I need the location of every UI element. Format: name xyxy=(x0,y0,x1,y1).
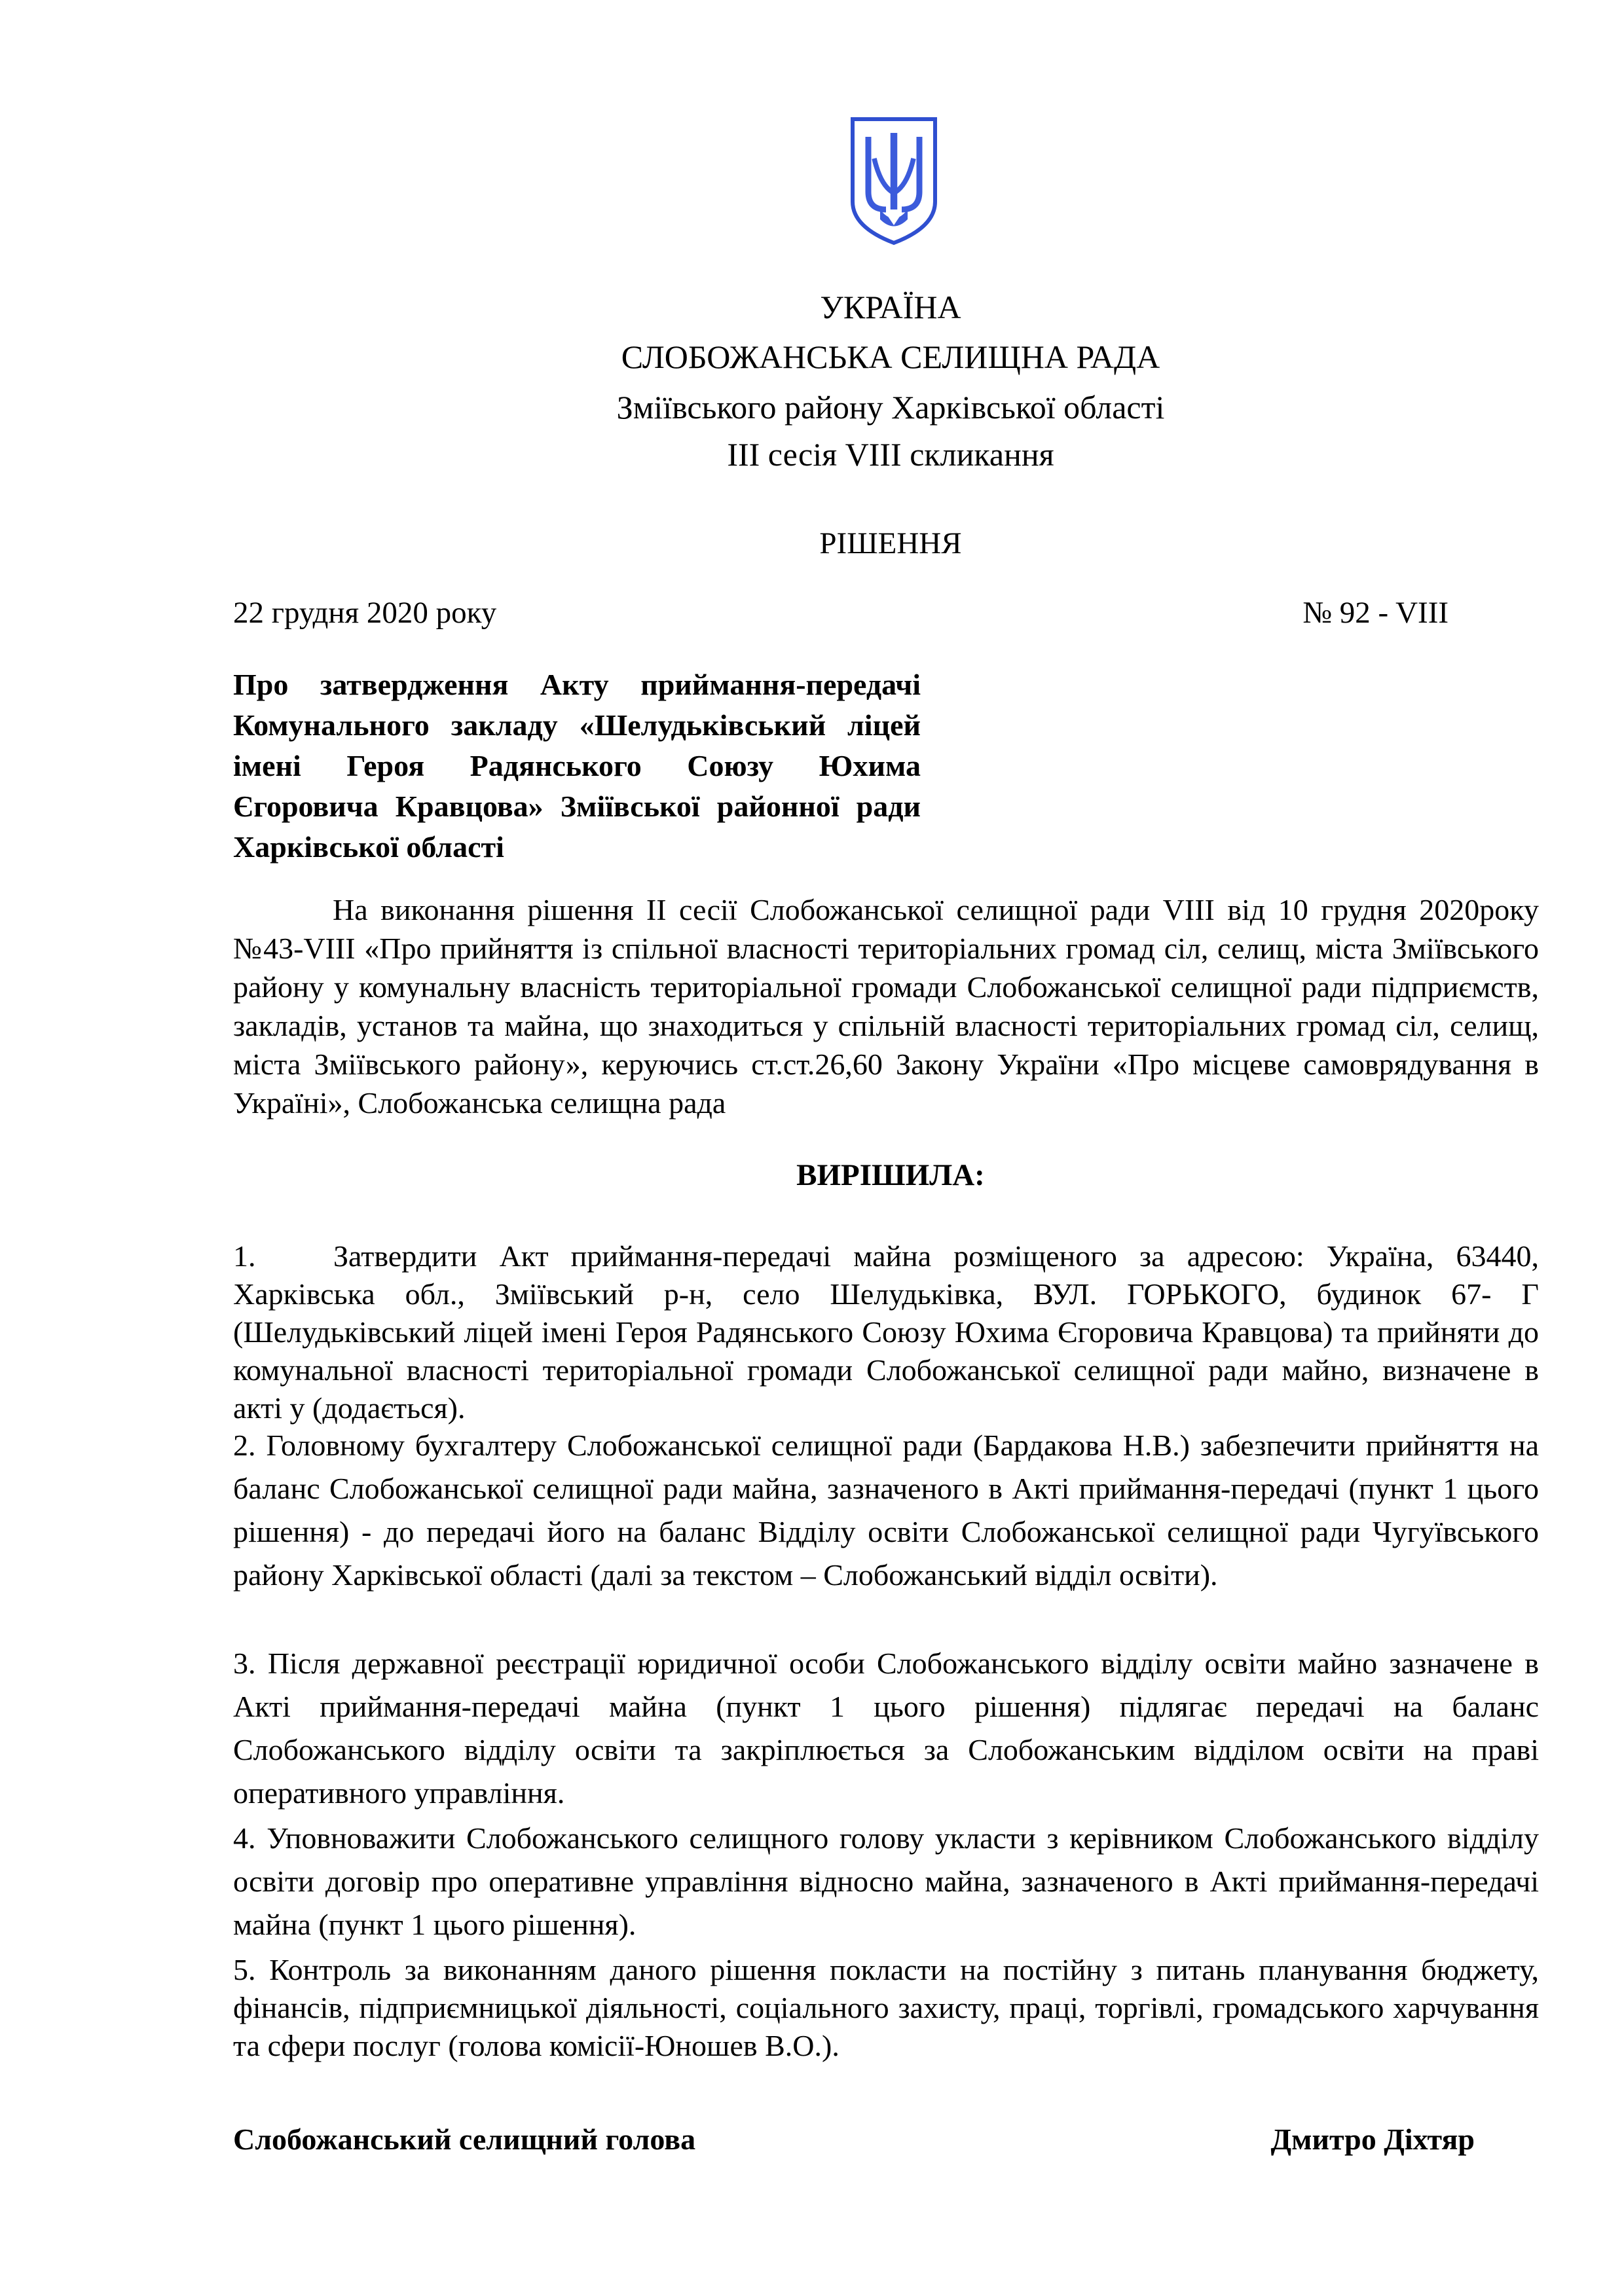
item-text: Уповноважити Слобожанського селищного голову укласти з керівником Слобожанського відділу освіти договір про оперативне управління відносно майна, зазначеного в Акті приймання-передачі майна (пункт 1 цього рішення). xyxy=(233,1821,1540,1941)
resolved-heading: ВИРІШИЛА: xyxy=(796,1158,985,1192)
list-item xyxy=(233,1237,1539,1427)
item-number: 2. xyxy=(233,1429,256,1462)
list-item xyxy=(233,1817,1539,1946)
region-heading: Зміївського району Харківської області xyxy=(616,389,1165,426)
item-number: 1. xyxy=(233,1239,256,1273)
item-text: Головному бухгалтеру Слобожанської селищної ради (Бардакова Н.В.) забезпечити прийняття на баланс Слобожанської селищної ради майна, зазначеного в Акті приймання-передачі (пункт 1 цього рішення) - до передачі його на баланс Відділу освіти Слобожанської селищної ради Чугуївського району Харківської області (далі за текстом – Слобожанський відділ освіти). xyxy=(233,1429,1540,1592)
country-heading: УКРАЇНА xyxy=(820,289,961,325)
document-date: 22 грудня 2020 року xyxy=(233,596,497,630)
item-number: 3. xyxy=(233,1647,256,1680)
document-number: № 92 - VIII xyxy=(1302,596,1449,630)
signatory-position: Слобожанський селищний голова xyxy=(233,2123,696,2156)
list-item xyxy=(233,1642,1539,1815)
item-number: 5. xyxy=(233,1953,256,1986)
signatory-name: Дмитро Діхтяр xyxy=(1270,2123,1475,2156)
coat-of-arms-icon xyxy=(845,111,943,249)
item-text: Після державної реєстрації юридичної особи Слобожанського відділу освіти майно зазначене в Акті приймання-передачі майна (пункт 1 цього рішення) підлягає передачі на баланс Слобожанського відділу освіти та закріплюється за Слобожанським відділом освіти на праві оперативного управління. xyxy=(233,1647,1540,1810)
item-text: Затвердити Акт приймання-передачі майна розміщеного за адресою: Україна, 63440, Харківська обл., Зміївський р-н, село Шелудьківка, ВУЛ. ГОРЬКОГО, будинок 67- Г (Шелудьківський ліцей імені Героя Радянського Союзу Юхима Єгоровича Кравцова) та прийняти до комунальної власності територіальної громади Слобожанської селищної ради майно, визначене в акті у (додається). xyxy=(233,1239,1539,1425)
preamble-paragraph: На виконання рішення ІІ сесії Слобожанської селищної ради VIII від 10 грудня 2020року №43-VIII «Про прийняття із спільної власності територіальних громад сіл, селищ, міста Зміївського району у комунальну власність територіальної громади Слобожанської селищної ради підприємств, закладів, установ та майна, що знаходиться у спільній власності територіальних громад сіл, селищ, міста Зміївського району», керуючись ст.ст.26,60 Закону України «Про місцеве самоврядування в Україні», Слобожанська селищна рада xyxy=(233,893,1539,1120)
item-number: 4. xyxy=(233,1821,256,1855)
session-heading: ІІІ сесія VIII скликання xyxy=(727,436,1054,473)
council-heading: СЛОБОЖАНСЬКА СЕЛИЩНА РАДА xyxy=(621,338,1160,375)
document-type: РІШЕННЯ xyxy=(819,526,962,560)
list-item xyxy=(233,1424,1539,1597)
decision-subject: Про затвердження Акту приймання-передачі Комунального закладу «Шелудьківський ліцей імені Героя Радянського Союзу Юхима Єгоровича Кравцова» Зміївської районної ради Харківської області xyxy=(233,668,921,864)
list-item xyxy=(233,1951,1539,2065)
item-text: Контроль за виконанням даного рішення покласти на постійну з питань планування бюджету, фінансів, підприємницької діяльності, соціального захисту, праці, торгівлі, громадського харчування та сфери послуг (голова комісії-Юношев В.О.). xyxy=(233,1953,1539,2062)
